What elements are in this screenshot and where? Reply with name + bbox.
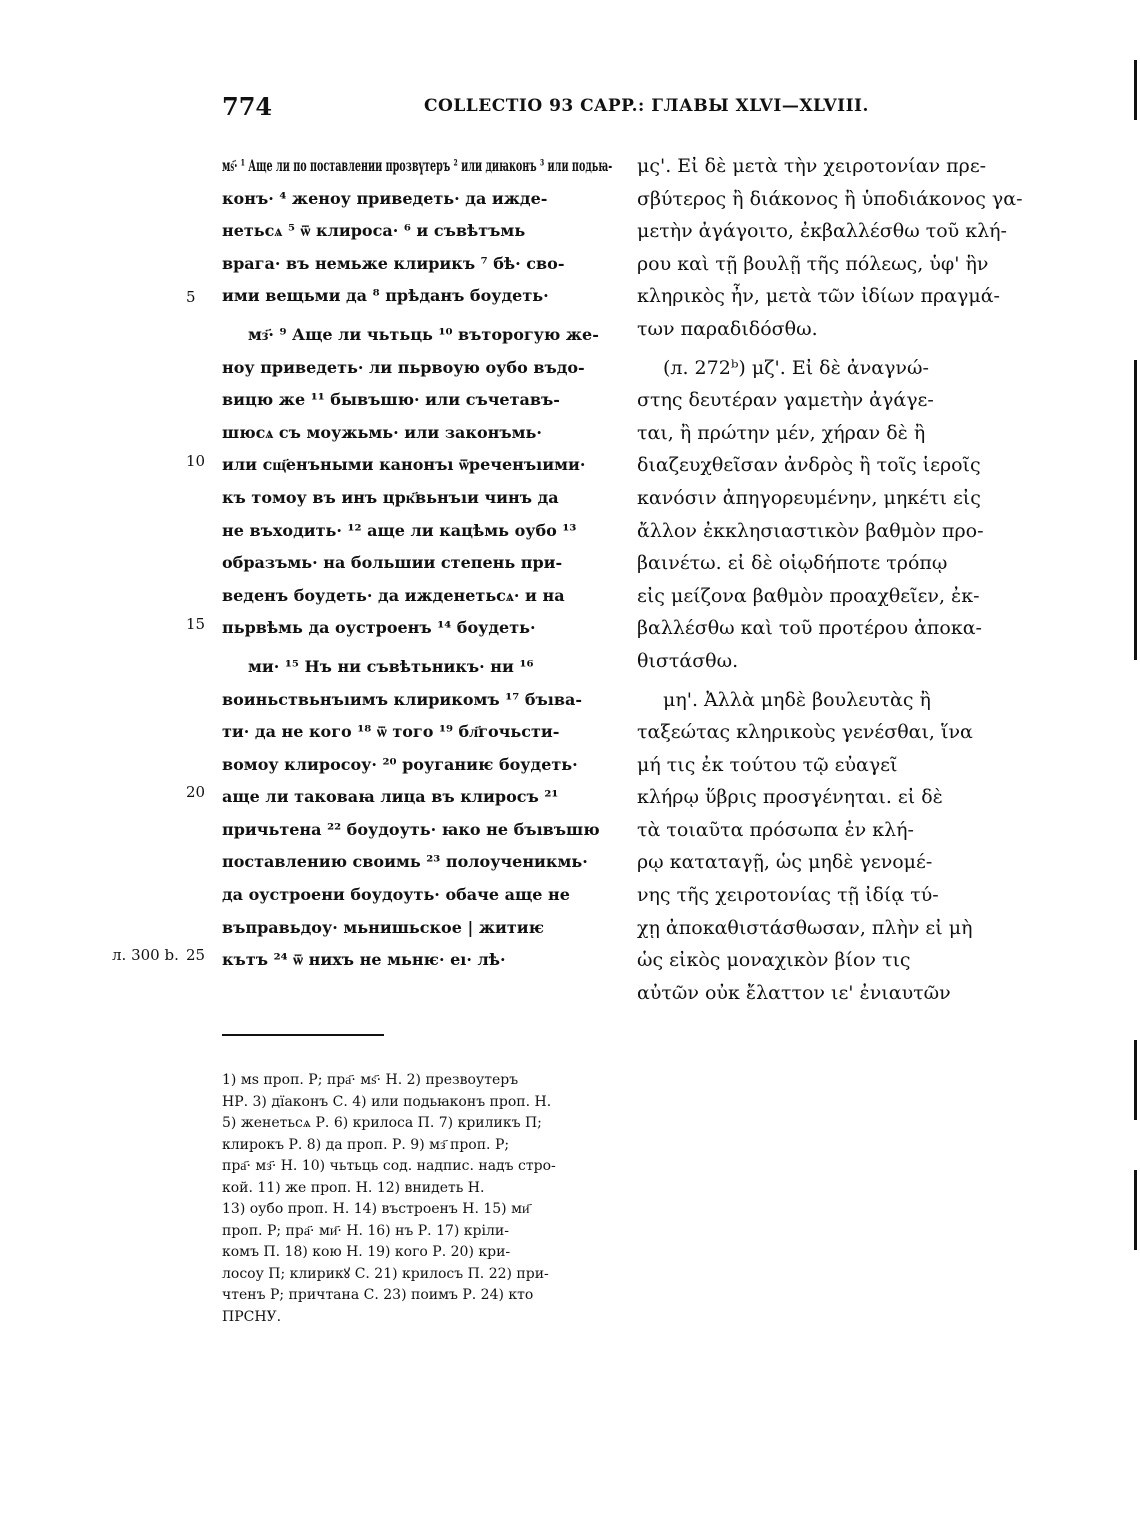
footnote-line: ПРСНУ.: [222, 1308, 282, 1325]
footnote-line: 5) женетьсѧ Р. 6) крилоса П. 7) криликъ П;: [222, 1115, 542, 1131]
footnotes: [222, 1070, 614, 1328]
greek-line: αὐτῶν οὐκ ἔλαττον ιε' ἐνιαυτῶν: [637, 981, 951, 1004]
slavonic-line: причьтена ²² боудоуть· ꙗко не бъıвъшю: [222, 819, 600, 839]
greek-line: μετὴν ἀγάγοιτο, ἐκβαλλέσθω τοῦ κλή-: [637, 220, 1007, 243]
footnote-divider: [222, 1034, 384, 1036]
scan-edge-mark: [1134, 60, 1137, 120]
running-head: COLLECTIO 93 CAPP.: ГЛАВЫ XLVI—XLVIII.: [424, 96, 869, 116]
footnote-line: кой. 11) же проп. Н. 12) внидеть Н.: [222, 1179, 485, 1196]
scan-edge-mark: [1134, 1170, 1137, 1250]
greek-line: θιστάσθω.: [637, 649, 739, 672]
greek-line: εἰς μείζονα βαθμὸν προαχθεῖεν, ἐκ-: [637, 584, 980, 607]
greek-line: ἄλλον ἐκκλησιαστικὸν βαθμὸν προ-: [637, 519, 984, 542]
page-header: [222, 92, 869, 122]
slavonic-line: пьрвѣмь да оустроенъ ¹⁴ боудеть·: [222, 618, 536, 638]
slavonic-line: шюсѧ съ моужьмь· или законъмь·: [222, 422, 542, 442]
greek-line: ται, ἢ πρώτην μέν, χήραν δὲ ἢ: [637, 421, 926, 444]
footnote-line: чтенъ Р; причтана С. 23) поимъ Р. 24) кто: [222, 1287, 534, 1303]
slavonic-line: образъмь· на большии степень при-: [222, 553, 563, 573]
greek-line: ταξεώτας κληρικοὺς γενέσθαι, ἵνα: [637, 721, 973, 744]
greek-line: ὡς εἰκὸς μοναχικὸν βίον τις: [637, 949, 911, 972]
slavonic-line: вомоу клиросоу· ²⁰ роуганиѥ боудеть·: [222, 754, 578, 774]
slavonic-line: веденъ боудеть· да ижденетьсѧ· и на: [222, 585, 565, 605]
line-number: 5: [186, 288, 196, 306]
footnote-line: 1) мѕ проп. Р; пра҃· мѕ҃· Н. 2) презвоутеръ: [222, 1072, 519, 1088]
greek-column: [637, 150, 1032, 1009]
footnote-line: клирокъ Р. 8) да проп. Р. 9) мз҃ проп. Р;: [222, 1136, 510, 1153]
slavonic-line: врага· въ немьже клирикъ ⁷ бѣ· сво-: [222, 253, 565, 273]
line-number: 20: [186, 783, 206, 801]
slavonic-line: мз҃· ⁹ Аще ли чьтьць ¹⁰ въторогую же-: [248, 324, 599, 344]
greek-line: χῃ ἀποκαθιστάσθωσαν, πλὴν εἰ μὴ: [637, 916, 973, 939]
footnote-line: НР. 3) дїаконъ С. 4) или подьꙗконъ проп. Н.: [222, 1093, 552, 1110]
footnote-line: комъ П. 18) кою Н. 19) кого Р. 20) кри-: [222, 1244, 511, 1260]
slavonic-line: аще ли таковаꙗ лица въ клиросъ ²¹: [222, 787, 559, 807]
slavonic-line: въправьдоу· мьнишьское | житиѥ: [222, 917, 545, 937]
slavonic-line: вицю же ¹¹ бывъшю· или съчетавъ-: [222, 390, 560, 410]
greek-line: τὰ τοιαῦτα πρόσωπα ἐν κλή-: [637, 818, 914, 841]
greek-line: διαζευχθεῖσαν ἀνδρὸς ἢ τοῖς ἱεροῖς: [637, 454, 981, 477]
greek-line: μή τις ἐκ τούτου τῷ εὐαγεῖ: [637, 753, 898, 776]
greek-line: κλήρῳ ὕβρις προσγένηται. εἰ δὲ: [637, 786, 943, 809]
slavonic-line: къ томоу въ инъ црк҃вьнъıи чинъ да: [222, 487, 559, 507]
slavonic-line: ими вещьми да ⁸ прѣданъ боудеть·: [222, 286, 549, 306]
slavonic-line: нетьсѧ ⁵ ѿ клироса· ⁶ и съвѣтъмь: [222, 221, 526, 241]
greek-line: βαινέτω. εἰ δὲ οἱῳδήποτε τρόπῳ: [637, 552, 948, 575]
greek-line: νης τῆς χειροτονίας τῇ ἰδίᾳ τύ-: [637, 884, 939, 907]
scan-edge-mark: [1134, 1040, 1137, 1120]
slavonic-line: не въходить· ¹² аще ли кацѣмь оубо ¹³: [222, 520, 577, 540]
footnote-line: лосоу П; клирикꙋ С. 21) крилосъ П. 22) при-: [222, 1265, 549, 1282]
greek-line: ρῳ καταταγῇ, ὡς μηδὲ γενομέ-: [637, 851, 933, 874]
slavonic-line: да оустроени боудоуть· обаче аще не: [222, 885, 570, 905]
footnote-line: проп. Р; пра҃· ми҃· Н. 16) нъ Р. 17) кріли-: [222, 1222, 509, 1239]
line-number: 15: [186, 615, 206, 633]
footnote-line: 13) оубо проп. Н. 14) въстроенъ Н. 15) ми҃: [222, 1201, 530, 1217]
greek-line: (л. 272ᵇ) μζ'. Εἰ δὲ ἀναγνώ-: [663, 356, 929, 379]
slavonic-line: ти· да не кого ¹⁸ ѿ того ¹⁹ бл҃гочьсти-: [222, 722, 560, 742]
page-number: 774: [222, 92, 273, 121]
line-number: 10: [186, 452, 206, 470]
greek-line: μη'. Ἀλλὰ μηδὲ βουλευτὰς ἢ: [663, 688, 931, 711]
slavonic-line: кътъ ²⁴ ѿ нихъ не мьнѥ· еı· лѣ·: [222, 950, 506, 970]
footnote-line: пра҃· мз҃· Н. 10) чьтьць сод. надпис. надъ стро-: [222, 1158, 556, 1174]
slavonic-line: мѕ҃· ¹ Аще ли по поставлении прозвүтеръ ² или диꙗконъ ³ или подьꙗ-: [222, 156, 613, 175]
greek-line: σβύτερος ἢ διάκονος ἢ ὑποδιάκονος γα-: [637, 187, 1023, 210]
slavonic-line: поставлению своимь ²³ полоученикмь·: [222, 852, 588, 872]
slavonic-line: конъ· ⁴ женоу приведеть· да ижде-: [222, 188, 548, 208]
folio-reference: л. 300 b.: [112, 946, 179, 964]
slavonic-line: ми· ¹⁵ Нъ ни съвѣтьникъ· ни ¹⁶: [248, 656, 534, 676]
greek-line: των παραδιδόσθω.: [637, 317, 818, 340]
greek-line: μς'. Εἰ δὲ μετὰ τὴν χειροτονίαν πρε-: [637, 155, 987, 177]
slavonic-line: воиньствьнъıимъ клирикомъ ¹⁷ бъıва-: [222, 689, 582, 709]
greek-line: στης δευτέραν γαμετὴν ἀγάγε-: [637, 389, 934, 412]
greek-line: κανόσιν ἀπηγορευμένην, μηκέτι εἰς: [637, 486, 981, 509]
greek-line: κληρικὸς ἦν, μετὰ τῶν ἰδίων πραγμά-: [637, 285, 1000, 308]
greek-line: ρου καὶ τῇ βουλῇ τῆς πόλεως, ὑφ' ἣν: [637, 252, 989, 275]
greek-line: βαλλέσθω καὶ τοῦ προτέρου ἀποκα-: [637, 617, 982, 640]
slavonic-line: или сщ҃енъными канонъı ѿреченъıими·: [222, 455, 586, 475]
slavonic-column: [222, 150, 612, 977]
slavonic-line: ноу приведеть· ли пьрвоую оубо въдо-: [222, 357, 585, 377]
scan-edge-mark: [1134, 360, 1137, 660]
line-number: 25: [186, 946, 206, 964]
